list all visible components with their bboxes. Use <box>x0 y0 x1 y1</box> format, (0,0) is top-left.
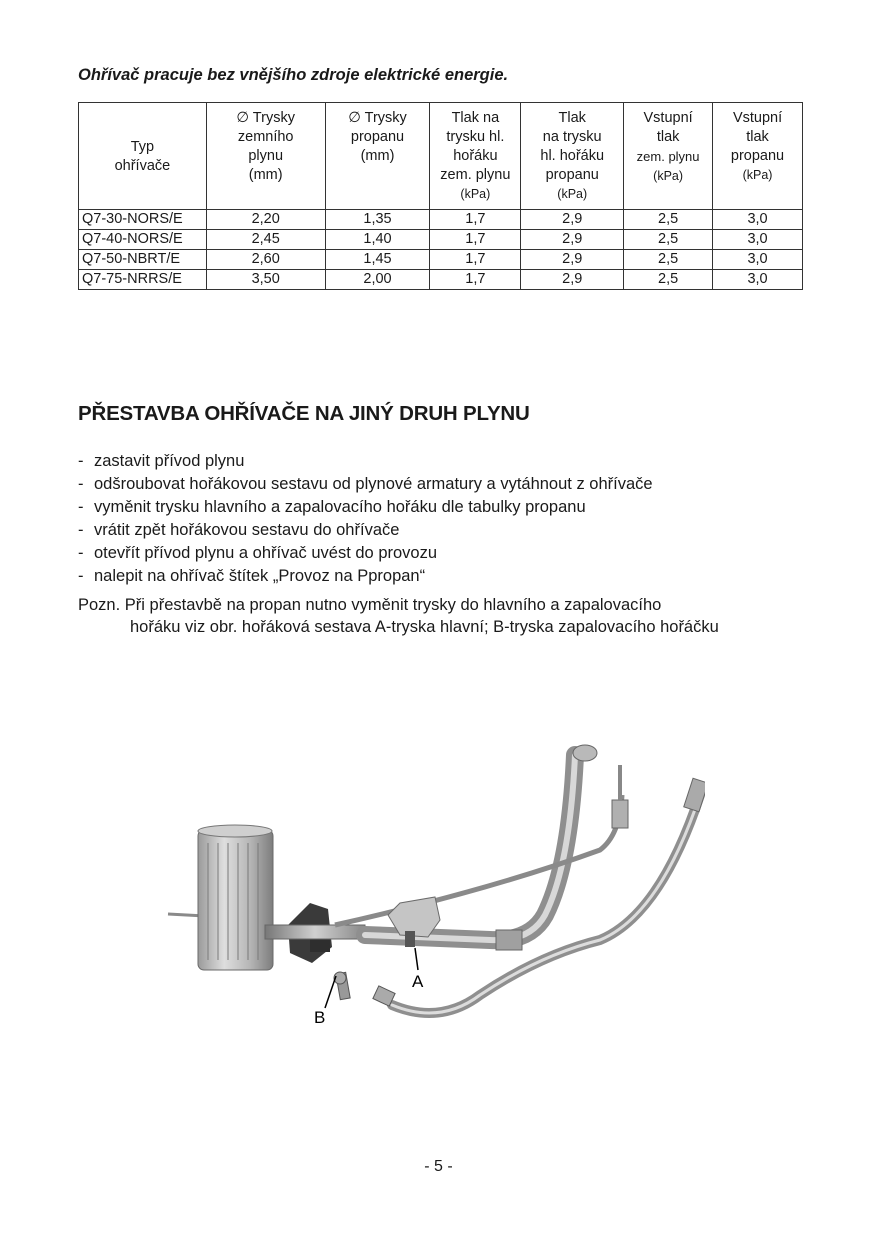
table-cell: 3,50 <box>206 270 325 290</box>
header-line: hl. hořáku <box>540 148 605 164</box>
table-cell: 1,45 <box>325 250 430 270</box>
header-line: Vstupní <box>643 110 693 126</box>
burner-assembly-illustration <box>160 725 705 1035</box>
table-cell: 2,5 <box>624 230 713 250</box>
table-cell: 2,00 <box>325 270 430 290</box>
heater-type-cell: Q7-30-NORS/E <box>79 210 207 230</box>
table-header-cell <box>521 103 624 210</box>
list-item <box>78 473 653 496</box>
table-cell: 2,9 <box>521 210 624 230</box>
table-cell: 1,40 <box>325 230 430 250</box>
table-header-cell <box>624 103 713 210</box>
heater-type-cell: Q7-40-NORS/E <box>79 230 207 250</box>
table-body <box>79 210 803 290</box>
header-line: propanu <box>730 148 785 164</box>
conversion-steps-list <box>78 450 653 588</box>
table-cell: 2,20 <box>206 210 325 230</box>
table-cell: 2,9 <box>521 270 624 290</box>
step-text: nalepit na ohřívač štítek „Provoz na Ppropan“ <box>94 567 426 585</box>
bullet-dash: - <box>78 544 84 562</box>
table-cell: 2,5 <box>624 250 713 270</box>
header-unit: (kPa) <box>460 187 491 201</box>
header-unit: (kPa) <box>742 168 773 182</box>
table-cell: 2,9 <box>521 230 624 250</box>
heater-type-cell: Q7-50-NBRT/E <box>79 250 207 270</box>
table-cell: 3,0 <box>713 250 803 270</box>
header-line: Tlak <box>558 110 586 126</box>
conversion-note <box>78 594 818 638</box>
table-cell: 2,5 <box>624 270 713 290</box>
table-cell: 1,7 <box>430 210 521 230</box>
header-line: ∅ Trysky <box>236 110 295 126</box>
note-line-1: Pozn. Při přestavbě na propan nutno vyměnit trysky do hlavního a zapalovacího <box>78 596 662 614</box>
list-item <box>78 450 653 473</box>
header-line: na trysku <box>542 129 602 145</box>
table-cell: 2,9 <box>521 250 624 270</box>
header-line: ohřívače <box>114 158 171 174</box>
header-line: (mm) <box>360 148 395 164</box>
nozzle-spec-table <box>78 102 803 290</box>
header-unit: (kPa) <box>653 169 684 183</box>
bullet-dash: - <box>78 498 84 516</box>
header-line: trysku hl. <box>446 129 505 145</box>
table-row <box>79 230 803 250</box>
step-text: vrátit zpět hořákovou sestavu do ohřívače <box>94 521 400 539</box>
header-line: tlak <box>656 129 680 145</box>
step-text: otevřít přívod plynu a ohřívač uvést do provozu <box>94 544 438 562</box>
table-cell: 2,45 <box>206 230 325 250</box>
table-header-cell <box>79 103 207 210</box>
table-row <box>79 210 803 230</box>
heater-type-cell: Q7-75-NRRS/E <box>79 270 207 290</box>
table-row <box>79 250 803 270</box>
table-header-cell <box>206 103 325 210</box>
intro-note: Ohřívač pracuje bez vnějšího zdroje elektrické energie. <box>78 66 509 84</box>
header-line: hořáku <box>453 148 498 164</box>
table-cell: 2,5 <box>624 210 713 230</box>
table-cell: 1,7 <box>430 270 521 290</box>
table-header-cell <box>325 103 430 210</box>
label-a: A <box>412 972 424 991</box>
step-text: vyměnit trysku hlavního a zapalovacího hořáku dle tabulky propanu <box>94 498 586 516</box>
header-line: (mm) <box>248 167 283 183</box>
header-line: plynu <box>248 148 284 164</box>
table-header-row <box>79 103 803 210</box>
section-title: PŘESTAVBA OHŘÍVAČE NA JINÝ DRUH PLYNU <box>78 402 530 425</box>
list-item <box>78 565 653 588</box>
bullet-dash: - <box>78 567 84 585</box>
table-header-cell <box>430 103 521 210</box>
bullet-dash: - <box>78 452 84 470</box>
list-item <box>78 542 653 565</box>
note-line-2: hořáku viz obr. hořáková sestava A-tryska hlavní; B-tryska zapalovacího hořáčku <box>130 618 719 636</box>
header-line: propanu <box>545 167 599 183</box>
step-text: zastavit přívod plynu <box>94 452 245 470</box>
table-cell: 1,35 <box>325 210 430 230</box>
table-cell: 1,7 <box>430 230 521 250</box>
header-line: tlak <box>746 129 769 145</box>
table-header-cell <box>713 103 803 210</box>
header-line: Tlak na <box>451 110 500 126</box>
bullet-dash: - <box>78 521 84 539</box>
table-cell: 3,0 <box>713 270 803 290</box>
step-text: odšroubovat hořákovou sestavu od plynové armatury a vytáhnout z ohřívače <box>94 475 653 493</box>
table-row <box>79 270 803 290</box>
label-b: B <box>314 1008 326 1027</box>
header-line: Vstupní <box>732 110 783 126</box>
table-cell: 3,0 <box>713 210 803 230</box>
header-unit: (kPa) <box>557 187 588 201</box>
header-line: zem. plynu <box>440 167 511 183</box>
header-line: zemního <box>237 129 294 145</box>
bullet-dash: - <box>78 475 84 493</box>
header-line: Typ <box>130 139 155 155</box>
table-cell: 1,7 <box>430 250 521 270</box>
table-cell: 3,0 <box>713 230 803 250</box>
header-line: propanu <box>350 129 405 145</box>
table-cell: 2,60 <box>206 250 325 270</box>
header-line: zem. plynu <box>636 149 700 164</box>
burner-assembly-figure <box>160 725 705 1035</box>
header-line: ∅ Trysky <box>348 110 407 126</box>
page-number: - 5 - <box>424 1158 453 1175</box>
list-item <box>78 519 653 542</box>
list-item <box>78 496 653 519</box>
